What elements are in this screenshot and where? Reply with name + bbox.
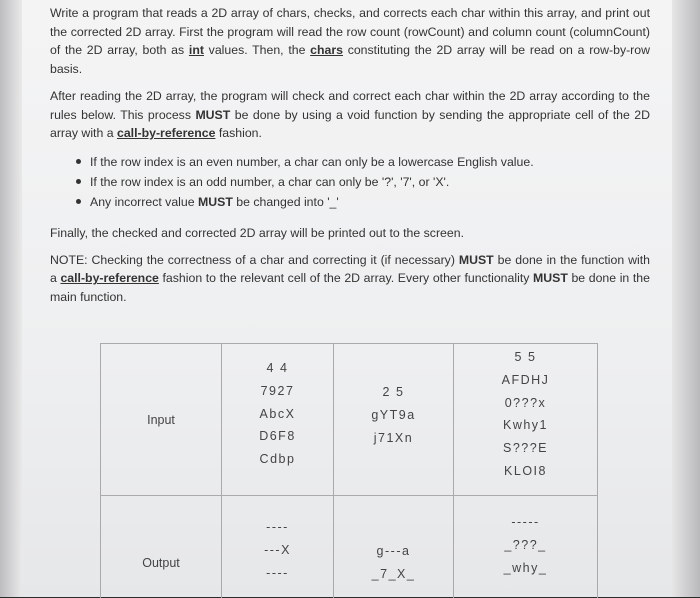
rules-paragraph: After reading the 2D array, the program will check and correct each char within the 2D array according to the rules below. This process MUST be done by using a void function by sending the appropriate cell of the 2D array with a call-by-reference fashion. (50, 88, 650, 141)
output-example-1: ---- ---X ---- (264, 520, 291, 580)
example-table (100, 343, 598, 598)
table-divider (101, 495, 597, 496)
call-by-reference-term: call-by-reference (60, 271, 159, 286)
output-example-2: g---a _7_X_ (371, 544, 416, 581)
problem-text (50, 4, 650, 307)
input-example-3: 5 5 AFDHJ 0???x Kwhy1 S???E KLOI8 (501, 350, 550, 478)
intro-paragraph: Write a program that reads a 2D array of chars, checks, and corrects each char within this array, and print out the corrected 2D array. First the program will read the row count (rowCount) and column count (columnCount) of the 2D array, both as int values. Then, the chars constituting the 2D array will be read on a row-by-row basis. (50, 6, 650, 77)
call-by-reference-term: call-by-reference (116, 126, 216, 141)
int-keyword: int (188, 43, 204, 58)
chars-keyword: chars (310, 43, 343, 58)
input-example-2: 2 5 gYT9a j71Xn (371, 385, 416, 445)
page-edge-left (0, 0, 22, 597)
page-edge-right (672, 0, 700, 597)
output-example-3: ----- _???_ _why_ (503, 515, 548, 575)
output-label: Output (142, 556, 180, 570)
rule-even-row: If the row index is an even number, a char can only be a lowercase English value. (90, 152, 650, 172)
input-example-1: 4 4 7927 AbcX D6F8 Cdbp (259, 361, 296, 467)
rules-list (50, 152, 650, 212)
final-paragraph: Finally, the checked and corrected 2D array will be printed out to the screen. (50, 225, 464, 240)
rule-incorrect: Any incorrect value MUST be changed into '_' (90, 192, 650, 212)
input-label: Input (147, 413, 175, 427)
rule-odd-row: If the row index is an odd number, a char can only be '?', '7', or 'X'. (90, 172, 650, 192)
note-paragraph: NOTE: Checking the correctness of a char and correcting it (if necessary) MUST be done in the function with a call-by-reference fashion to the relevant cell of the 2D array. Every other functionality MUST be done in the main function. (50, 252, 650, 305)
